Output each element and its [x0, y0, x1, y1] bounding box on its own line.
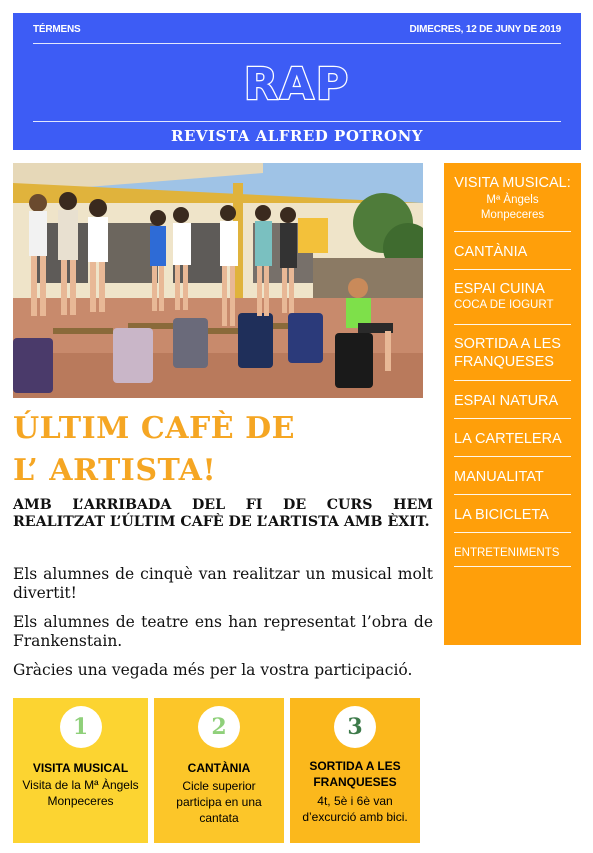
sidebar-item-espai-cuina[interactable] [454, 280, 571, 313]
sidebar-item-sublabel: Mª Àngels Monpeceres [480, 194, 545, 221]
sidebar-item-label: MANUALITAT [454, 469, 544, 485]
masthead-divider-bottom [33, 121, 561, 122]
sidebar-item-label: CANTÀNIA [454, 244, 528, 260]
headline-line-2: L’ ARTISTA! [13, 453, 217, 488]
sidebar-item-label: SORTIDA A LES FRANQUESES [454, 336, 561, 370]
sidebar-divider [454, 380, 571, 381]
card-number-badge: 1 [60, 706, 102, 748]
masthead-divider-top [33, 43, 561, 44]
card-description: Cicle superior participa en una cantata [176, 779, 262, 825]
sidebar-divider [454, 324, 571, 325]
feature-card-cantania[interactable] [154, 698, 284, 843]
feature-card-sortida-franqueses[interactable] [290, 698, 420, 843]
sidebar-item-la-cartelera[interactable] [454, 430, 571, 448]
card-description: 4t, 5è i 6è van d’excurció amb bici. [302, 794, 408, 824]
sidebar-item-sublabel: COCA DE IOGURT [454, 299, 554, 311]
card-title: CANTÀNIA [187, 761, 251, 775]
sidebar-item-cantania[interactable] [454, 243, 571, 261]
sidebar-item-label: LA BICICLETA [454, 507, 549, 523]
sidebar-item-manualitat[interactable] [454, 468, 571, 486]
article-photo [13, 163, 423, 398]
section-label: TÉRMENS [33, 24, 81, 35]
masthead-top-bar [33, 24, 561, 40]
sidebar-divider [454, 269, 571, 270]
card-title: VISITA MUSICAL [32, 761, 129, 775]
sidebar-item-entreteniments[interactable] [454, 544, 571, 562]
sidebar-item-visita-musical[interactable] [454, 174, 571, 223]
issue-date: DIMECRES, 12 DE JUNY DE 2019 [409, 24, 561, 35]
article-paragraph: Gràcies una vegada més per la vostra participació. [13, 661, 413, 679]
sidebar-divider [454, 494, 571, 495]
sidebar-item-label: LA CARTELERA [454, 431, 562, 447]
card-number-badge: 3 [334, 706, 376, 748]
card-number-badge: 2 [198, 706, 240, 748]
card-description: Visita de la Mª Àngels Monpeceres [22, 778, 139, 808]
sidebar-item-label: ESPAI NATURA [454, 393, 559, 409]
article-paragraph: Els alumnes de cinquè van realitzar un musical molt divertit! [13, 565, 433, 602]
article-lead: AMB L’ARRIBADA DEL FI DE CURS HEM REALITZAT L’ÚLTIM CAFÈ DE L’ARTISTA AMB ÈXIT. [13, 497, 433, 530]
sidebar-item-sortida-franqueses[interactable] [454, 335, 571, 371]
feature-card-visita-musical[interactable] [13, 698, 148, 843]
sidebar-divider [454, 566, 571, 567]
sidebar-item-label: ENTRETENIMENTS [454, 547, 560, 559]
masthead-title: RAP [243, 59, 351, 110]
sidebar-item-label: ESPAI CUINA [454, 281, 545, 297]
photo-illustration [13, 163, 423, 398]
sidebar-menu [444, 163, 581, 645]
card-title: SORTIDA A LES FRANQUESES [309, 759, 401, 789]
sidebar-divider [454, 418, 571, 419]
headline-line-1: ÚLTIM CAFÈ DE [13, 411, 295, 446]
sidebar-divider [454, 456, 571, 457]
article-headline [13, 408, 433, 492]
sidebar-item-la-bicicleta[interactable] [454, 506, 571, 524]
masthead [13, 13, 581, 150]
article-paragraph: Els alumnes de teatre ens han representat l’obra de Frankenstain. [13, 613, 433, 650]
sidebar-item-espai-natura[interactable] [454, 392, 571, 410]
sidebar-divider [454, 231, 571, 232]
masthead-subtitle: REVISTA ALFRED POTRONY [170, 127, 423, 145]
sidebar-item-label: VISITA MUSICAL: [454, 175, 571, 191]
sidebar-divider [454, 532, 571, 533]
